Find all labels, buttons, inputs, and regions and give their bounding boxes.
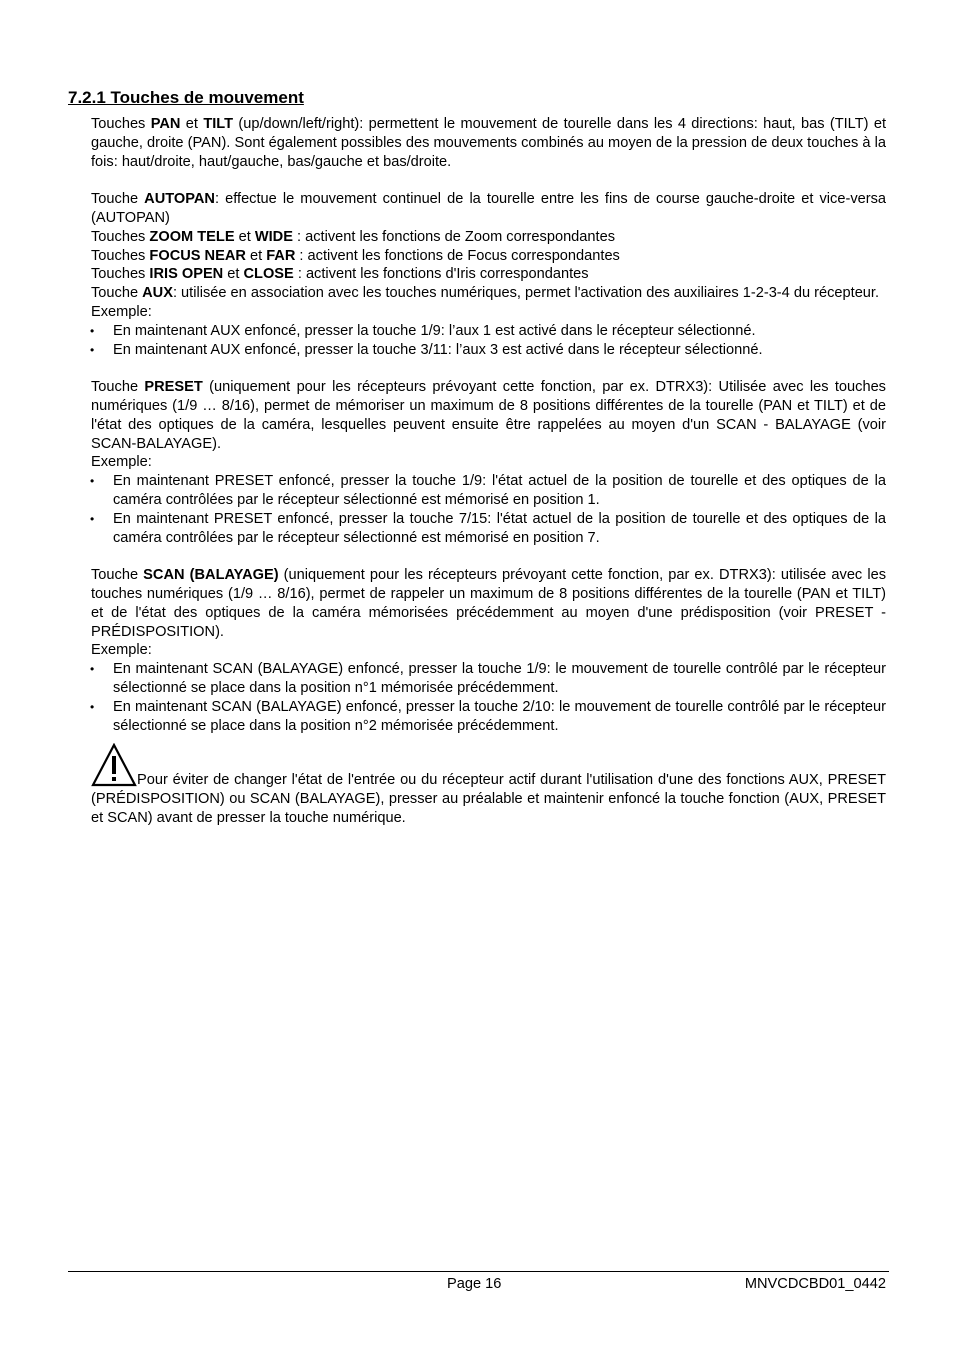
document-body	[91, 115, 886, 828]
paragraph-iris	[91, 265, 886, 284]
spacer	[91, 359, 886, 378]
key-autopan: AUTOPAN	[144, 191, 215, 208]
example-label: Exemple:	[91, 303, 152, 320]
paragraph-autopan	[91, 190, 886, 228]
scan-example-list	[91, 660, 886, 735]
text: Touches	[91, 116, 151, 132]
spacer	[91, 735, 886, 743]
text: Touche	[91, 567, 144, 584]
text: Touche	[91, 379, 145, 396]
list-item	[91, 510, 886, 548]
example-label: Exemple:	[91, 642, 152, 659]
list-item	[91, 322, 886, 341]
paragraph-focus	[91, 247, 886, 266]
spacer	[91, 547, 886, 566]
bullet-icon: •	[90, 474, 95, 489]
page-number: Page 16	[447, 1276, 502, 1292]
list-item-text: En maintenant PRESET enfoncé, presser la touche 1/9: l'état actuel de la position de tourelle et des optiques de la caméra contrôlées par le récepteur sélectionné est mémorisé en position 1.	[113, 473, 886, 508]
paragraph-zoom	[91, 228, 886, 247]
text: et	[180, 116, 204, 132]
bullet-icon: •	[90, 323, 95, 338]
text: Touche	[91, 191, 145, 208]
bullet-icon: •	[90, 662, 95, 677]
key-scan: SCAN (BALAYAGE)	[143, 567, 279, 584]
list-item-text: En maintenant SCAN (BALAYAGE) enfoncé, presser la touche 2/10: le mouvement de tourelle contrôlé par le récepteur sélectionné se place dans la position n°2 mémorisée précédemment.	[113, 698, 886, 734]
text: et	[245, 247, 267, 264]
key-far: FAR	[266, 247, 296, 264]
bullet-icon: •	[90, 511, 95, 526]
key-wide: WIDE	[254, 228, 293, 245]
key-aux: AUX	[142, 285, 173, 302]
key-tilt: TILT	[203, 116, 234, 132]
bullet-icon: •	[90, 342, 95, 357]
text: Touches	[91, 228, 150, 245]
paragraph-aux	[91, 284, 886, 303]
text: : activent les fonctions de Zoom correspondantes	[292, 228, 615, 245]
text: et	[234, 228, 255, 245]
list-item-text: En maintenant PRESET enfoncé, presser la touche 7/15: l'état actuel de la position de tourelle et des optiques de la caméra contrôlées par le récepteur sélectionné est mémorisé en position 7.	[113, 510, 886, 546]
aux-example-list	[91, 322, 886, 360]
text: (uniquement pour les récepteurs prévoyant cette fonction, par ex. DTRX3): Utilisée avec les touches numériques (1/9 … 8/16), permet de mémoriser un maximum de 8 positions différentes de la tourelle (PAN et TILT) et de l'état des optiques de la caméra, lesquelles peuvent ensuite être rappelées au moyen d'un SCAN - BALAYAGE (voir SCAN-BALAYAGE).	[91, 379, 886, 452]
warning-paragraph	[91, 743, 886, 827]
list-item-text: En maintenant AUX enfoncé, presser la touche 1/9: l’aux 1 est activé dans le récepteur sélectionné.	[113, 322, 756, 339]
list-item-text: En maintenant AUX enfoncé, presser la touche 3/11: l’aux 3 est activé dans le récepteur sélectionné.	[113, 341, 763, 358]
list-item	[91, 698, 886, 736]
example-label: Exemple:	[91, 454, 152, 471]
key-close: CLOSE	[243, 266, 294, 283]
text: et	[223, 266, 244, 283]
paragraph-scan	[91, 566, 886, 641]
text: : activent les fonctions d'Iris correspondantes	[293, 266, 589, 283]
preset-example-list	[91, 472, 886, 547]
text: Touches	[91, 247, 150, 264]
text: (uniquement pour les récepteurs prévoyant cette fonction, par ex. DTRX3): utilisée avec les touches numériques (1/9 … 8/16), permet de rappeler un maximum de 8 positions différentes de la tourelle (PAN et TILT) et de l'état des optiques de la caméra mémorisées précédemment au moyen d'une prédisposition (voir PRESET - PRÉDISPOSITION).	[91, 567, 886, 640]
key-zoom-tele: ZOOM TELE	[149, 228, 235, 245]
list-item-text: En maintenant SCAN (BALAYAGE) enfoncé, presser la touche 1/9: le mouvement de tourelle contrôlé par le récepteur sélectionné se place dans la position n°1 mémorisée précédemment.	[113, 661, 886, 696]
text: (up/down/left/right): permettent le mouvement de tourelle dans les 4 directions: haut, bas (TILT) et gauche, droite (PAN). Sont également possibles des mouvements combinés au moyen de la pression de deux touches à la fois: haut/droite, haut/gauche, bas/gauche et bas/droite.	[91, 116, 886, 170]
text: : activent les fonctions de Focus correspondantes	[295, 247, 620, 264]
paragraph-preset	[91, 378, 886, 453]
text: : effectue le mouvement continuel de la tourelle entre les fins de course gauche-droite et vice-versa (AUTOPAN)	[91, 191, 887, 226]
key-preset: PRESET	[144, 379, 203, 396]
key-focus-near: FOCUS NEAR	[149, 247, 246, 264]
text: Touche	[91, 285, 143, 302]
key-pan: PAN	[150, 116, 181, 132]
list-item	[91, 341, 886, 360]
section-heading: 7.2.1 Touches de mouvement	[68, 88, 304, 107]
warning-triangle-icon	[91, 743, 137, 787]
warning-text: Pour éviter de changer l'état de l'entrée ou du récepteur actif durant l'utilisation d'une des fonctions AUX, PRESET (PRÉDISPOSITION) ou SCAN (BALAYAGE), presser au préalable et maintenir enfoncé la touche fonction (AUX, PRESET et SCAN) avant de presser la touche numérique.	[91, 772, 886, 826]
list-item	[91, 472, 886, 510]
footer-divider	[68, 1271, 889, 1272]
bullet-icon: •	[90, 699, 95, 714]
paragraph-pan-tilt	[91, 115, 886, 171]
list-item	[91, 660, 886, 698]
text: : utilisée en association avec les touches numériques, permet l'activation des auxiliaires 1-2-3-4 du récepteur.	[172, 285, 880, 302]
text: Touches	[91, 266, 150, 283]
document-code: MNVCDCBD01_0442	[744, 1276, 886, 1292]
spacer	[91, 171, 886, 190]
key-iris-open: IRIS OPEN	[149, 266, 224, 283]
